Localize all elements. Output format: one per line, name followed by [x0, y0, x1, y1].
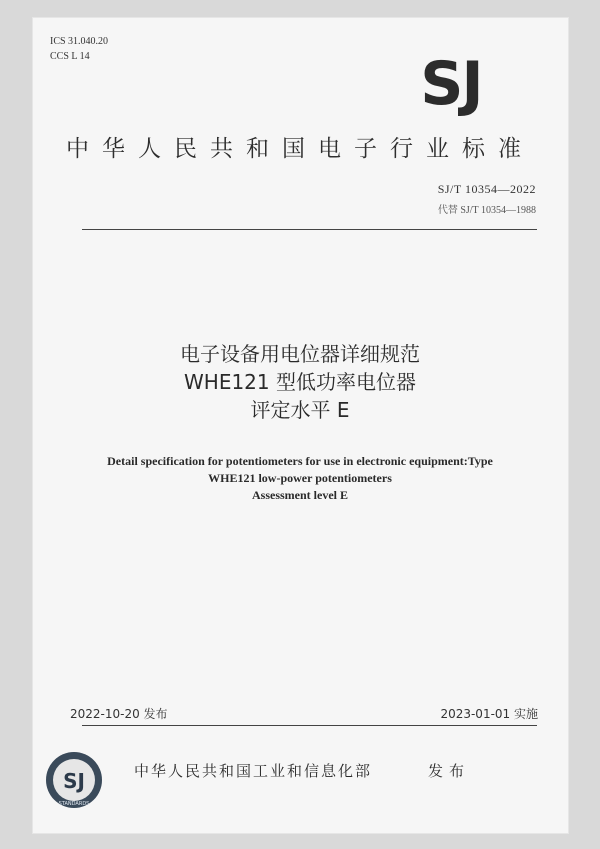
english-title-line3: Assessment level E: [252, 488, 348, 502]
seal-letters: SJ: [63, 769, 85, 793]
issuing-authority: 中华人民共和国工业和信息化部: [134, 762, 373, 780]
standard-number-block: [438, 182, 536, 216]
chinese-title-line2: WHE121 型低功率电位器: [184, 370, 416, 394]
publish-date: 2022-10-20 发布: [70, 707, 168, 721]
chinese-title-line3: 评定水平 E: [250, 398, 350, 422]
english-title-line1: Detail specification for potentiometers for use in electronic equipment:Type: [107, 454, 493, 468]
ccs-code: CCS L 14: [50, 51, 90, 62]
implement-date: 2023-01-01 实施: [440, 707, 538, 721]
chinese-title: [0, 340, 600, 424]
seal-ring-text: STANDARDS: [58, 801, 90, 807]
chinese-title-line1: 电子设备用电位器详细规范: [180, 342, 420, 366]
english-title-line2: WHE121 low-power potentiometers: [208, 471, 392, 485]
issuer-seal-icon: [44, 750, 104, 810]
ics-code: ICS 31.040.20: [50, 36, 109, 47]
footer-divider: [82, 725, 537, 726]
classification-codes: [50, 34, 108, 64]
issue-label: 发布: [428, 762, 471, 780]
sj-logo: SJ: [420, 49, 482, 119]
standard-number: SJ/T 10354—2022: [437, 182, 536, 196]
english-title: [0, 453, 600, 504]
replaces-standard: 代替 SJ/T 10354—1988: [437, 205, 536, 216]
header-divider: [82, 229, 537, 230]
standard-org-title: 中华人民共和国电子行业标准: [66, 136, 534, 162]
